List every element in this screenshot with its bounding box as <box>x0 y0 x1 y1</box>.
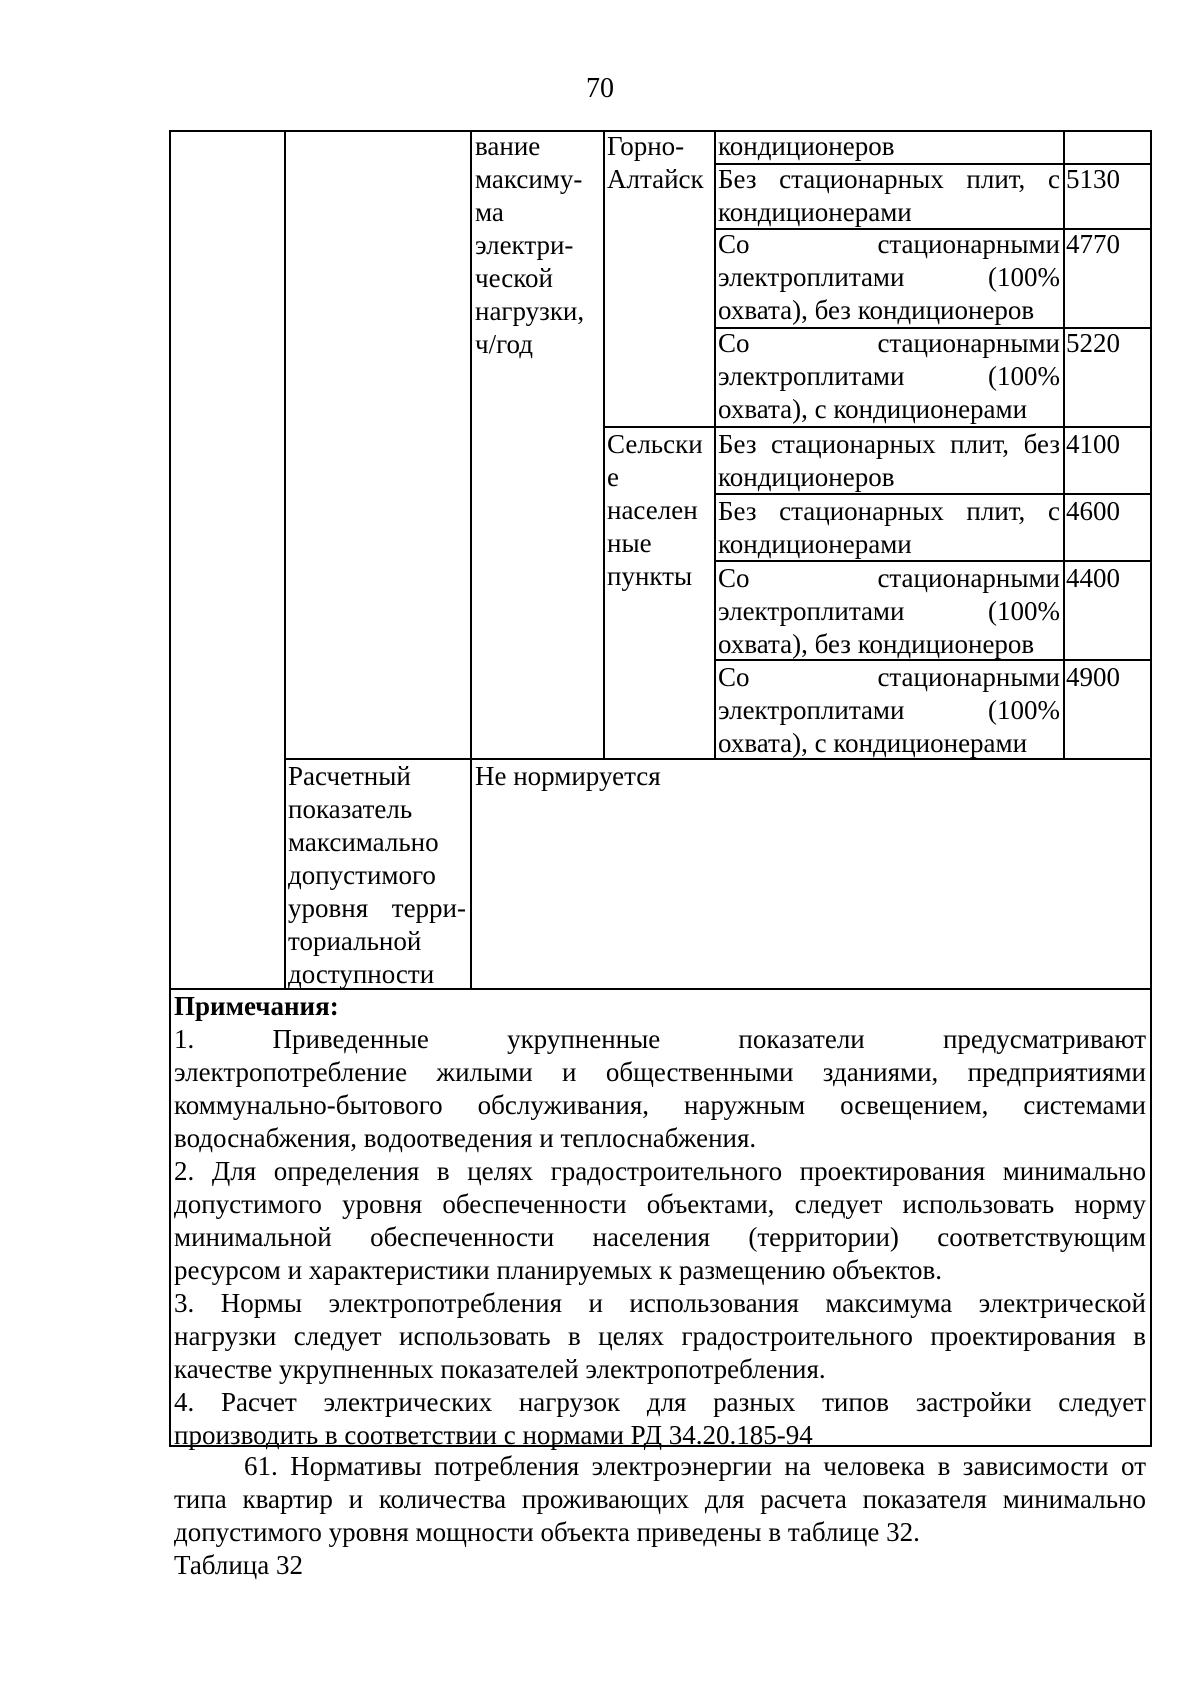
parameter-line: нагрузки, <box>475 296 585 326</box>
region-line: ные <box>607 528 652 558</box>
page-number: 70 <box>586 73 614 104</box>
description-line: кондиционерами <box>718 529 912 559</box>
parameter-line: максиму- <box>475 164 583 194</box>
parameter-line: ма <box>475 197 504 227</box>
description-line: электроплитами (100% <box>718 262 1060 292</box>
description-cell <box>718 428 1060 494</box>
indicator-cell <box>288 760 466 991</box>
value-cell: 5220 <box>1066 328 1120 358</box>
description-line: электроплитами (100% <box>718 596 1060 626</box>
description-line: Без стационарных плит, с <box>718 164 1060 194</box>
paragraph-line: 61. Нормативы потребления электроэнергии на человека в зависимости от <box>244 1451 1146 1481</box>
region-line: е <box>607 462 619 492</box>
description-line: охвата), без кондиционеров <box>718 629 1035 659</box>
description-line: Со стационарными <box>718 563 1060 593</box>
region-line: населен <box>607 495 698 525</box>
note-line: электропотребление жилыми и общественными зданиями, предприятиями <box>174 1057 1146 1087</box>
table-border-col5 <box>714 130 716 760</box>
description-line: Со стационарными <box>718 662 1060 692</box>
value-cell: 5130 <box>1066 164 1120 194</box>
note-line: водоснабжения, водоотведения и теплоснабжения. <box>174 1123 757 1153</box>
description-cell <box>718 327 1060 426</box>
indicator-line: уровня терри- <box>288 893 466 923</box>
indicator-value: Не нормируется <box>475 761 661 791</box>
description-line: Со стационарными <box>718 328 1060 358</box>
region-line: Сельски <box>607 429 703 459</box>
note-line: 1. Приведенные укрупненные показатели предусматривают <box>174 1024 1146 1054</box>
description-cell <box>718 661 1060 760</box>
description-line: кондиционеров <box>718 131 895 161</box>
parameter-line: вание <box>475 131 541 161</box>
note-line: производить в соответствии с нормами РД 34.20.185-94 <box>174 1420 813 1450</box>
value-cell: 4900 <box>1066 662 1120 692</box>
table-border-col2 <box>284 130 286 990</box>
region-gorno-altaisk <box>607 130 704 196</box>
note-line: коммунально-бытового обслуживания, наружным освещением, системами <box>174 1090 1146 1120</box>
description-cell <box>718 228 1060 327</box>
note-line: ресурсом и характеристики планируемых к размещению объектов. <box>174 1255 943 1285</box>
indicator-line: показатель <box>288 794 413 824</box>
note-line: 3. Нормы электропотребления и использования максимума электрической <box>174 1288 1146 1318</box>
note-line: минимальной обеспеченности населения (территории) соответствующим <box>174 1222 1146 1252</box>
description-line: охвата), без кондиционеров <box>718 295 1035 325</box>
parameter-cell <box>475 130 584 361</box>
description-line: Без стационарных плит, без <box>718 429 1060 459</box>
value-cell: 4100 <box>1066 429 1120 459</box>
description-line: электроплитами (100% <box>718 361 1060 391</box>
body-paragraph <box>174 1450 1146 1582</box>
parameter-line: электри- <box>475 230 574 260</box>
note-line: нагрузки следует использовать в целях градостроительного проектирования в <box>174 1321 1146 1351</box>
paragraph-line: типа квартир и количества проживающих для расчета показателя минимально <box>174 1484 1146 1514</box>
indicator-line: ториальной <box>288 926 422 956</box>
value-cell: 4770 <box>1066 229 1120 259</box>
table-border-col6 <box>1063 130 1065 760</box>
region-line: пункты <box>607 561 693 591</box>
note-line: качестве укрупненных показателей электропотребления. <box>174 1354 826 1384</box>
description-line: охвата), с кондиционерами <box>718 394 1028 424</box>
description-line: кондиционерами <box>718 197 912 227</box>
table-border-left <box>169 130 171 1447</box>
table-caption: Таблица 32 <box>174 1550 303 1580</box>
table-border-col4 <box>603 130 605 760</box>
indicator-line: допустимого <box>288 860 436 890</box>
description-cell <box>718 562 1060 661</box>
note-line: 2. Для определения в целях градостроительного проектирования минимально <box>174 1156 1146 1186</box>
parameter-line: ч/год <box>475 329 533 359</box>
description-cell <box>718 130 894 163</box>
paragraph-line: допустимого уровня мощности объекта приведены в таблице 32. <box>174 1517 920 1547</box>
indicator-line: максимально <box>288 827 439 857</box>
description-line: Без стационарных плит, с <box>718 496 1060 526</box>
indicator-line: Расчетный <box>288 761 411 791</box>
notes-body <box>174 1023 1146 1452</box>
note-line: допустимого уровня обеспеченности объектами, следует использовать норму <box>174 1189 1146 1219</box>
table-border-col3 <box>470 130 472 990</box>
note-line: 4. Расчет электрических нагрузок для разных типов застройки следует <box>174 1387 1146 1417</box>
description-cell <box>718 163 1060 229</box>
notes-title: Примечания: <box>174 991 339 1021</box>
region-line: Алтайск <box>607 164 704 194</box>
description-line: электроплитами (100% <box>718 695 1060 725</box>
region-line: Горно- <box>607 131 685 161</box>
value-cell: 4400 <box>1066 563 1120 593</box>
description-line: охвата), с кондиционерами <box>718 728 1028 758</box>
description-line: Со стационарными <box>718 229 1060 259</box>
value-cell: 4600 <box>1066 496 1120 526</box>
description-cell <box>718 495 1060 561</box>
parameter-line: ческой <box>475 263 553 293</box>
region-rural <box>607 428 703 593</box>
description-line: кондиционеров <box>718 462 895 492</box>
indicator-line: доступности <box>288 959 435 989</box>
